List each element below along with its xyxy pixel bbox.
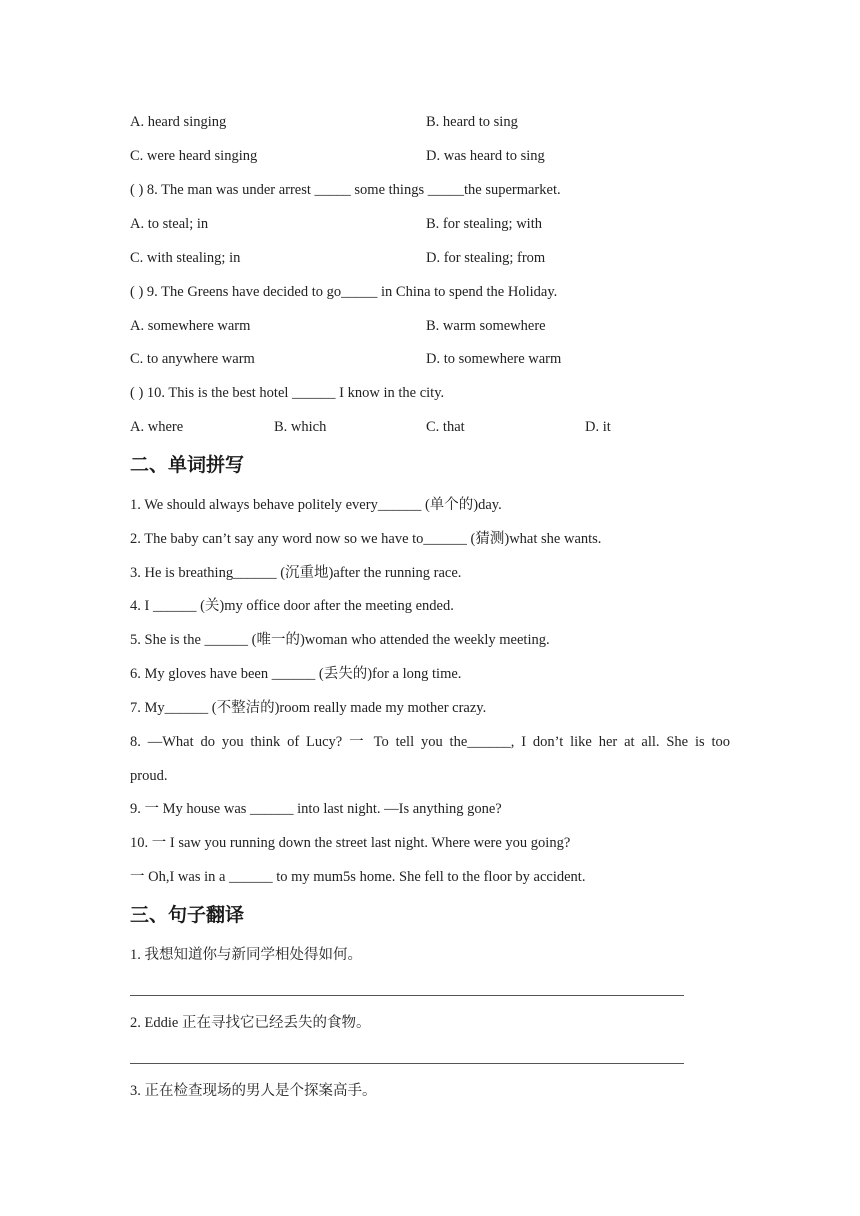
q9-option-a: A. somewhere warm xyxy=(130,318,251,334)
spelling-item-7: 7. My______ (不整洁的)room really made my mother crazy. xyxy=(130,700,487,716)
spelling-item-8-line-1: 8. —What do you think of Lucy? 一 To tell you the______, I don’t like her at all. She is too xyxy=(130,734,730,750)
answer-line-2[interactable] xyxy=(130,1063,684,1064)
translation-item-2: 2. Eddie 正在寻找它已经丢失的食物。 xyxy=(130,1015,371,1031)
section-heading-translation: 三、句子翻译 xyxy=(130,904,245,926)
spelling-item-10-line-1: 10. 一 I saw you running down the street last night. Where were you going? xyxy=(130,835,571,851)
q9-stem: ( ) 9. The Greens have decided to go_____ in China to spend the Holiday. xyxy=(130,284,558,300)
spelling-item-4: 4. I ______ (关)my office door after the meeting ended. xyxy=(130,598,454,614)
q10-option-d: D. it xyxy=(585,419,611,435)
q9-option-c: C. to anywhere warm xyxy=(130,351,255,367)
q7-option-b: B. heard to sing xyxy=(426,114,518,130)
answer-line-1[interactable] xyxy=(130,995,684,996)
q8-option-b: B. for stealing; with xyxy=(426,216,542,232)
spelling-item-6: 6. My gloves have been ______ (丢失的)for a long time. xyxy=(130,666,462,682)
q8-option-c: C. with stealing; in xyxy=(130,250,241,266)
spelling-item-2: 2. The baby can’t say any word now so we have to______ (猜测)what she wants. xyxy=(130,531,602,547)
q7-option-d: D. was heard to sing xyxy=(426,148,545,164)
q9-option-b: B. warm somewhere xyxy=(426,318,546,334)
spelling-item-5: 5. She is the ______ (唯一的)woman who attended the weekly meeting. xyxy=(130,632,550,648)
q10-option-a: A. where xyxy=(130,419,184,435)
q9-option-d: D. to somewhere warm xyxy=(426,351,562,367)
translation-item-1: 1. 我想知道你与新同学相处得如何。 xyxy=(130,947,362,963)
q10-stem: ( ) 10. This is the best hotel ______ I know in the city. xyxy=(130,385,445,401)
translation-item-3: 3. 正在检查现场的男人是个探案高手。 xyxy=(130,1083,377,1099)
q10-option-b: B. which xyxy=(274,419,327,435)
q10-option-c: C. that xyxy=(426,419,465,435)
spelling-item-9: 9. 一 My house was ______ into last night. —Is anything gone? xyxy=(130,801,502,817)
q8-option-d: D. for stealing; from xyxy=(426,250,546,266)
spelling-item-10-line-2: 一 Oh,I was in a ______ to my mum5s home. She fell to the floor by accident. xyxy=(130,869,586,885)
q7-option-c: C. were heard singing xyxy=(130,148,258,164)
spelling-item-8-line-2: proud. xyxy=(130,768,168,784)
q8-stem: ( ) 8. The man was under arrest _____ some things _____the supermarket. xyxy=(130,182,561,198)
spelling-item-1: 1. We should always behave politely every______ (单个的)day. xyxy=(130,497,502,513)
spelling-item-3: 3. He is breathing______ (沉重地)after the running race. xyxy=(130,565,462,581)
section-heading-spelling: 二、单词拼写 xyxy=(130,454,245,476)
q7-option-a: A. heard singing xyxy=(130,114,227,130)
q8-option-a: A. to steal; in xyxy=(130,216,209,232)
